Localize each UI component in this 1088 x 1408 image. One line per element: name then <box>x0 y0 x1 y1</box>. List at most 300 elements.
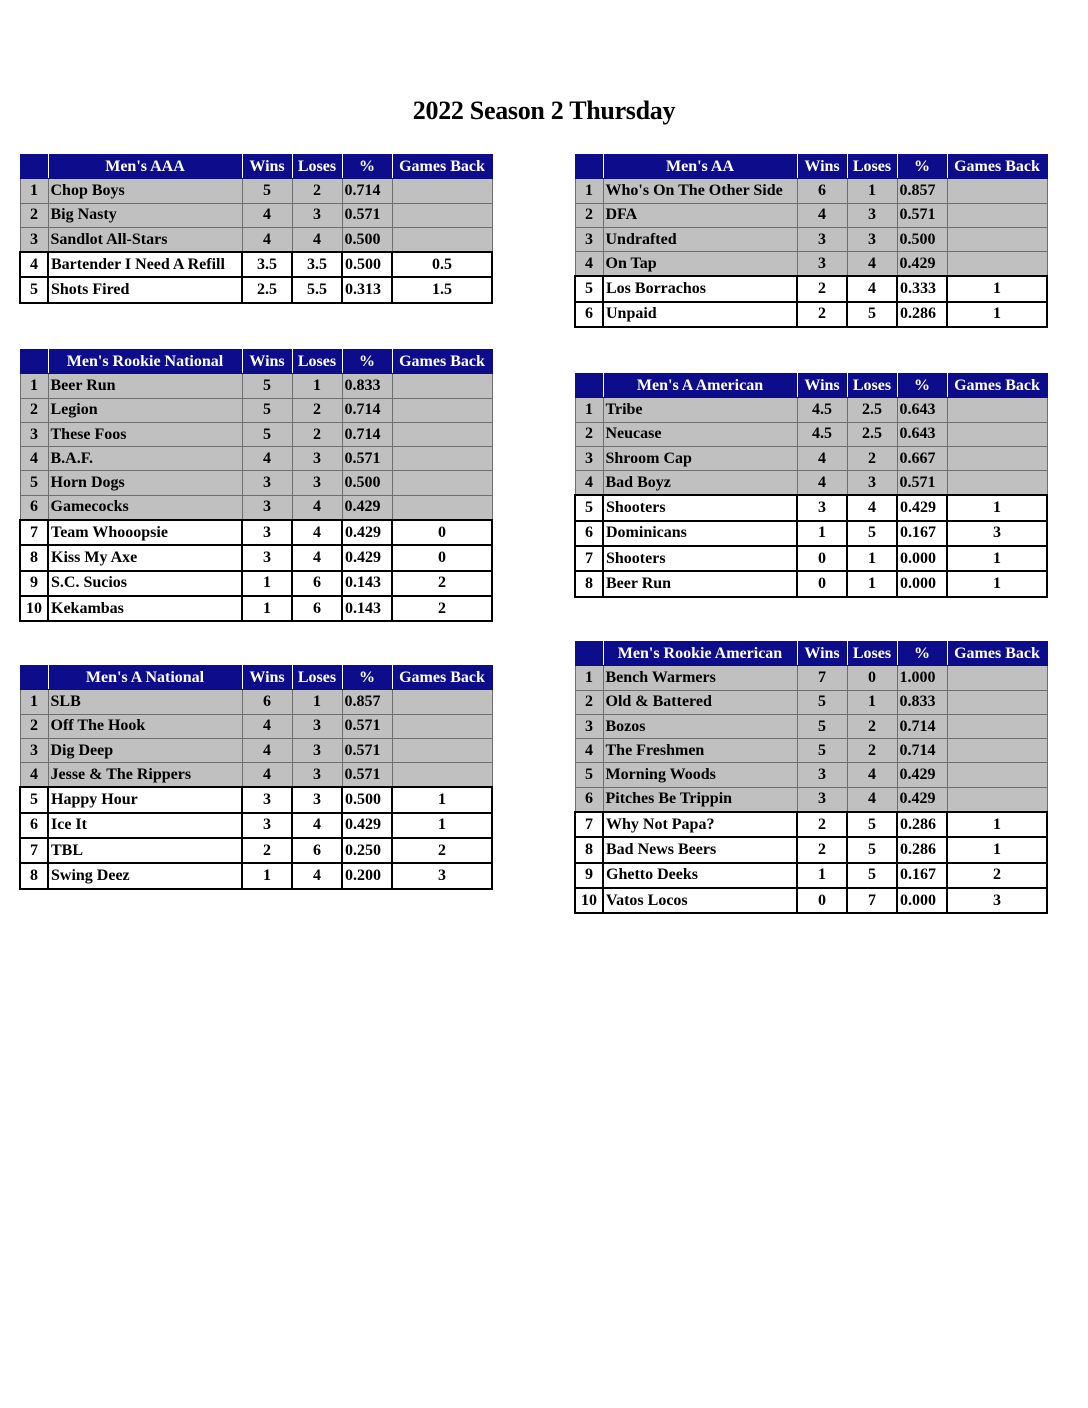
team-rank: 5 <box>20 787 48 812</box>
loses-cell: 3 <box>292 738 342 762</box>
loses-cell: 1 <box>292 374 342 398</box>
games-back-cell: 1 <box>947 276 1047 301</box>
games-back-cell <box>947 179 1047 203</box>
pct-cell: 0.000 <box>897 571 947 596</box>
loses-cell: 4 <box>847 495 897 520</box>
header-wins: Wins <box>242 350 292 374</box>
loses-cell: 6 <box>292 571 342 596</box>
games-back-cell: 2 <box>392 571 492 596</box>
team-name: Gamecocks <box>48 495 242 520</box>
team-rank: 3 <box>575 446 603 470</box>
pct-cell: 0.714 <box>342 422 392 446</box>
games-back-cell: 2 <box>392 596 492 621</box>
team-name: Shroom Cap <box>603 446 797 470</box>
page-title: 2022 Season 2 Thursday <box>412 96 676 125</box>
header-games-back: Games Back <box>392 666 492 690</box>
team-name: Ghetto Deeks <box>603 863 797 888</box>
table-row <box>20 838 492 863</box>
table-row <box>20 252 492 277</box>
division-name: Men's Rookie American <box>603 642 797 666</box>
team-name: SLB <box>48 690 242 714</box>
team-rank: 1 <box>20 374 48 398</box>
pct-cell: 0.571 <box>342 447 392 471</box>
table-row <box>20 277 492 302</box>
team-name: Bozos <box>603 714 797 738</box>
header-rank <box>575 155 603 179</box>
standings-table-mens-aaa <box>19 154 493 304</box>
team-rank: 10 <box>575 888 603 913</box>
header-loses: Loses <box>292 350 342 374</box>
wins-cell: 3 <box>797 787 847 812</box>
team-rank: 7 <box>20 838 48 863</box>
pct-cell: 0.429 <box>342 545 392 570</box>
team-name: Shots Fired <box>48 277 242 302</box>
header-rank <box>20 155 48 179</box>
games-back-cell: 0 <box>392 545 492 570</box>
header-games-back: Games Back <box>947 374 1047 398</box>
wins-cell: 3 <box>797 495 847 520</box>
pct-cell: 0.000 <box>897 546 947 571</box>
table-header-row <box>20 666 492 690</box>
loses-cell: 3 <box>847 227 897 251</box>
pct-cell: 0.571 <box>342 738 392 762</box>
division-name: Men's AA <box>603 155 797 179</box>
team-rank: 2 <box>20 203 48 227</box>
games-back-cell: 1 <box>392 787 492 812</box>
loses-cell: 1 <box>847 179 897 203</box>
games-back-cell: 1 <box>947 571 1047 596</box>
pct-cell: 0.429 <box>342 495 392 520</box>
pct-cell: 0.643 <box>897 398 947 422</box>
wins-cell: 3 <box>797 763 847 787</box>
games-back-cell: 3 <box>947 521 1047 546</box>
team-name: Old & Battered <box>603 690 797 714</box>
wins-cell: 5 <box>797 690 847 714</box>
table-row <box>20 422 492 446</box>
table-row <box>20 813 492 838</box>
loses-cell: 6 <box>292 596 342 621</box>
pct-cell: 0.000 <box>897 888 947 913</box>
table-row <box>20 520 492 545</box>
division-name: Men's A American <box>603 374 797 398</box>
loses-cell: 2 <box>292 398 342 422</box>
wins-cell: 3 <box>242 787 292 812</box>
wins-cell: 4 <box>242 203 292 227</box>
pct-cell: 0.714 <box>897 739 947 763</box>
games-back-cell <box>947 203 1047 227</box>
loses-cell: 1 <box>847 571 897 596</box>
team-name: TBL <box>48 838 242 863</box>
team-rank: 4 <box>20 763 48 788</box>
table-row <box>20 447 492 471</box>
wins-cell: 4 <box>242 763 292 788</box>
wins-cell: 6 <box>797 179 847 203</box>
games-back-cell <box>392 763 492 788</box>
wins-cell: 2 <box>242 838 292 863</box>
wins-cell: 3 <box>242 471 292 495</box>
wins-cell: 5 <box>797 739 847 763</box>
team-rank: 4 <box>575 471 603 496</box>
header-loses: Loses <box>847 155 897 179</box>
loses-cell: 5 <box>847 302 897 327</box>
games-back-cell <box>947 739 1047 763</box>
games-back-cell <box>392 690 492 714</box>
table-row <box>575 739 1047 763</box>
team-name: Neucase <box>603 422 797 446</box>
team-rank: 8 <box>575 571 603 596</box>
wins-cell: 3 <box>242 545 292 570</box>
wins-cell: 5 <box>242 422 292 446</box>
games-back-cell <box>947 787 1047 812</box>
pct-cell: 0.286 <box>897 302 947 327</box>
team-rank: 6 <box>20 813 48 838</box>
table-header-row <box>20 350 492 374</box>
team-rank: 4 <box>20 252 48 277</box>
header-rank <box>20 350 48 374</box>
team-name: Swing Deez <box>48 863 242 888</box>
wins-cell: 4 <box>797 446 847 470</box>
games-back-cell <box>947 471 1047 496</box>
team-rank: 2 <box>20 714 48 738</box>
wins-cell: 3.5 <box>242 252 292 277</box>
games-back-cell: 2 <box>947 863 1047 888</box>
team-rank: 8 <box>20 863 48 888</box>
table-row <box>575 521 1047 546</box>
pct-cell: 1.000 <box>897 666 947 690</box>
wins-cell: 3 <box>242 520 292 545</box>
wins-cell: 4.5 <box>797 398 847 422</box>
loses-cell: 4 <box>847 276 897 301</box>
table-row <box>20 227 492 252</box>
pct-cell: 0.667 <box>897 446 947 470</box>
games-back-cell <box>947 690 1047 714</box>
loses-cell: 2.5 <box>847 398 897 422</box>
loses-cell: 1 <box>847 690 897 714</box>
loses-cell: 5 <box>847 863 897 888</box>
team-name: Vatos Locos <box>603 888 797 913</box>
table-row <box>20 596 492 621</box>
wins-cell: 4.5 <box>797 422 847 446</box>
games-back-cell: 1 <box>947 495 1047 520</box>
team-rank: 7 <box>20 520 48 545</box>
pct-cell: 0.833 <box>342 374 392 398</box>
team-name: Unpaid <box>603 302 797 327</box>
pct-cell: 0.500 <box>897 227 947 251</box>
team-rank: 9 <box>20 571 48 596</box>
wins-cell: 2.5 <box>242 277 292 302</box>
pct-cell: 0.429 <box>342 520 392 545</box>
table-row <box>575 690 1047 714</box>
header-wins: Wins <box>797 642 847 666</box>
wins-cell: 0 <box>797 888 847 913</box>
wins-cell: 3 <box>797 227 847 251</box>
pct-cell: 0.429 <box>897 252 947 277</box>
wins-cell: 2 <box>797 837 847 862</box>
header-pct: % <box>342 155 392 179</box>
table-row <box>575 787 1047 812</box>
loses-cell: 4 <box>847 763 897 787</box>
team-rank: 2 <box>575 203 603 227</box>
team-rank: 1 <box>575 398 603 422</box>
games-back-cell <box>392 471 492 495</box>
table-row <box>20 398 492 422</box>
games-back-cell: 2 <box>392 838 492 863</box>
table-row <box>20 545 492 570</box>
loses-cell: 3 <box>292 447 342 471</box>
team-name: Sandlot All-Stars <box>48 227 242 252</box>
pct-cell: 0.500 <box>342 227 392 252</box>
table-row <box>20 179 492 203</box>
table-row <box>20 690 492 714</box>
loses-cell: 2 <box>292 422 342 446</box>
wins-cell: 4 <box>242 447 292 471</box>
table-row <box>575 302 1047 327</box>
pct-cell: 0.250 <box>342 838 392 863</box>
standings-table-mens-rookie-national <box>19 349 493 622</box>
team-rank: 3 <box>20 422 48 446</box>
pct-cell: 0.200 <box>342 863 392 888</box>
team-rank: 3 <box>575 714 603 738</box>
games-back-cell <box>947 252 1047 277</box>
team-rank: 9 <box>575 863 603 888</box>
loses-cell: 2 <box>847 714 897 738</box>
standings-table-mens-aa <box>574 154 1048 328</box>
games-back-cell: 1 <box>392 813 492 838</box>
division-name: Men's Rookie National <box>48 350 242 374</box>
loses-cell: 2 <box>847 739 897 763</box>
team-rank: 7 <box>575 546 603 571</box>
standings-table-mens-a-national <box>19 665 493 890</box>
loses-cell: 2 <box>847 446 897 470</box>
pct-cell: 0.571 <box>342 203 392 227</box>
wins-cell: 1 <box>242 863 292 888</box>
table-row <box>575 446 1047 470</box>
team-rank: 7 <box>575 812 603 837</box>
wins-cell: 3 <box>242 813 292 838</box>
team-name: Horn Dogs <box>48 471 242 495</box>
team-rank: 1 <box>20 179 48 203</box>
wins-cell: 7 <box>797 666 847 690</box>
team-name: B.A.F. <box>48 447 242 471</box>
wins-cell: 0 <box>797 571 847 596</box>
table-row <box>20 471 492 495</box>
table-row <box>575 714 1047 738</box>
team-rank: 5 <box>575 495 603 520</box>
header-wins: Wins <box>797 374 847 398</box>
wins-cell: 4 <box>797 471 847 496</box>
games-back-cell <box>947 763 1047 787</box>
header-games-back: Games Back <box>392 155 492 179</box>
games-back-cell: 0.5 <box>392 252 492 277</box>
header-loses: Loses <box>847 374 897 398</box>
header-pct: % <box>897 374 947 398</box>
table-row <box>575 571 1047 596</box>
team-rank: 2 <box>575 690 603 714</box>
games-back-cell <box>947 714 1047 738</box>
team-name: Morning Woods <box>603 763 797 787</box>
wins-cell: 2 <box>797 812 847 837</box>
wins-cell: 2 <box>797 276 847 301</box>
pct-cell: 0.857 <box>342 690 392 714</box>
pct-cell: 0.429 <box>897 787 947 812</box>
table-row <box>575 546 1047 571</box>
loses-cell: 3 <box>847 203 897 227</box>
pct-cell: 0.286 <box>897 812 947 837</box>
pct-cell: 0.429 <box>897 495 947 520</box>
wins-cell: 1 <box>242 571 292 596</box>
loses-cell: 3 <box>292 471 342 495</box>
team-name: Legion <box>48 398 242 422</box>
pct-cell: 0.500 <box>342 471 392 495</box>
games-back-cell <box>392 374 492 398</box>
games-back-cell <box>392 738 492 762</box>
team-name: Beer Run <box>48 374 242 398</box>
team-name: The Freshmen <box>603 739 797 763</box>
pct-cell: 0.143 <box>342 571 392 596</box>
team-rank: 5 <box>575 763 603 787</box>
loses-cell: 3 <box>292 763 342 788</box>
team-name: Shooters <box>603 546 797 571</box>
pct-cell: 0.313 <box>342 277 392 302</box>
loses-cell: 4 <box>292 520 342 545</box>
team-name: Tribe <box>603 398 797 422</box>
games-back-cell <box>392 714 492 738</box>
team-name: S.C. Sucios <box>48 571 242 596</box>
wins-cell: 5 <box>242 179 292 203</box>
table-row <box>20 787 492 812</box>
wins-cell: 4 <box>242 714 292 738</box>
games-back-cell <box>392 179 492 203</box>
pct-cell: 0.571 <box>897 471 947 496</box>
standings-table-mens-rookie-american <box>574 641 1048 914</box>
team-name: Kekambas <box>48 596 242 621</box>
games-back-cell <box>947 422 1047 446</box>
wins-cell: 2 <box>797 302 847 327</box>
table-header-row <box>575 374 1047 398</box>
header-wins: Wins <box>242 666 292 690</box>
header-pct: % <box>342 666 392 690</box>
games-back-cell <box>947 227 1047 251</box>
pct-cell: 0.833 <box>897 690 947 714</box>
header-games-back: Games Back <box>392 350 492 374</box>
header-pct: % <box>342 350 392 374</box>
team-name: Los Borrachos <box>603 276 797 301</box>
games-back-cell <box>947 398 1047 422</box>
team-name: Bench Warmers <box>603 666 797 690</box>
pct-cell: 0.857 <box>897 179 947 203</box>
table-row <box>575 276 1047 301</box>
team-name: Beer Run <box>603 571 797 596</box>
table-row <box>575 398 1047 422</box>
team-rank: 3 <box>20 738 48 762</box>
team-rank: 2 <box>575 422 603 446</box>
games-back-cell: 1 <box>947 837 1047 862</box>
team-rank: 1 <box>575 179 603 203</box>
table-row <box>575 252 1047 277</box>
wins-cell: 3 <box>242 495 292 520</box>
header-rank <box>575 374 603 398</box>
team-rank: 1 <box>20 690 48 714</box>
games-back-cell <box>392 227 492 252</box>
table-row <box>575 837 1047 862</box>
team-name: Dominicans <box>603 521 797 546</box>
table-header-row <box>20 155 492 179</box>
team-rank: 5 <box>20 277 48 302</box>
loses-cell: 5 <box>847 837 897 862</box>
header-pct: % <box>897 642 947 666</box>
wins-cell: 1 <box>242 596 292 621</box>
games-back-cell <box>947 666 1047 690</box>
header-pct: % <box>897 155 947 179</box>
table-header-row <box>575 642 1047 666</box>
loses-cell: 1 <box>847 546 897 571</box>
pct-cell: 0.643 <box>897 422 947 446</box>
wins-cell: 0 <box>797 546 847 571</box>
team-rank: 6 <box>20 495 48 520</box>
pct-cell: 0.571 <box>342 714 392 738</box>
team-rank: 4 <box>575 252 603 277</box>
table-row <box>575 666 1047 690</box>
team-rank: 3 <box>20 227 48 252</box>
table-row <box>575 422 1047 446</box>
pct-cell: 0.714 <box>342 398 392 422</box>
loses-cell: 4 <box>847 787 897 812</box>
header-games-back: Games Back <box>947 155 1047 179</box>
pct-cell: 0.714 <box>897 714 947 738</box>
games-back-cell <box>392 495 492 520</box>
header-loses: Loses <box>292 666 342 690</box>
games-back-cell: 0 <box>392 520 492 545</box>
team-name: Pitches Be Trippin <box>603 787 797 812</box>
header-rank <box>575 642 603 666</box>
team-name: Why Not Papa? <box>603 812 797 837</box>
table-row <box>20 738 492 762</box>
games-back-cell: 1 <box>947 302 1047 327</box>
team-rank: 2 <box>20 398 48 422</box>
pct-cell: 0.714 <box>342 179 392 203</box>
team-rank: 6 <box>575 521 603 546</box>
table-row <box>575 179 1047 203</box>
team-name: Shooters <box>603 495 797 520</box>
games-back-cell: 1 <box>947 812 1047 837</box>
team-name: Off The Hook <box>48 714 242 738</box>
header-rank <box>20 666 48 690</box>
loses-cell: 6 <box>292 838 342 863</box>
table-row <box>20 203 492 227</box>
loses-cell: 1 <box>292 690 342 714</box>
wins-cell: 6 <box>242 690 292 714</box>
table-row <box>575 888 1047 913</box>
table-row <box>20 495 492 520</box>
wins-cell: 1 <box>797 863 847 888</box>
wins-cell: 5 <box>242 374 292 398</box>
header-wins: Wins <box>797 155 847 179</box>
wins-cell: 3 <box>797 252 847 277</box>
team-rank: 1 <box>575 666 603 690</box>
pct-cell: 0.429 <box>897 763 947 787</box>
team-name: Dig Deep <box>48 738 242 762</box>
loses-cell: 5 <box>847 521 897 546</box>
loses-cell: 4 <box>292 813 342 838</box>
games-back-cell: 3 <box>947 888 1047 913</box>
team-name: Happy Hour <box>48 787 242 812</box>
loses-cell: 5.5 <box>292 277 342 302</box>
pct-cell: 0.571 <box>897 203 947 227</box>
team-rank: 8 <box>575 837 603 862</box>
team-name: Ice It <box>48 813 242 838</box>
games-back-cell <box>392 203 492 227</box>
loses-cell: 3 <box>292 787 342 812</box>
